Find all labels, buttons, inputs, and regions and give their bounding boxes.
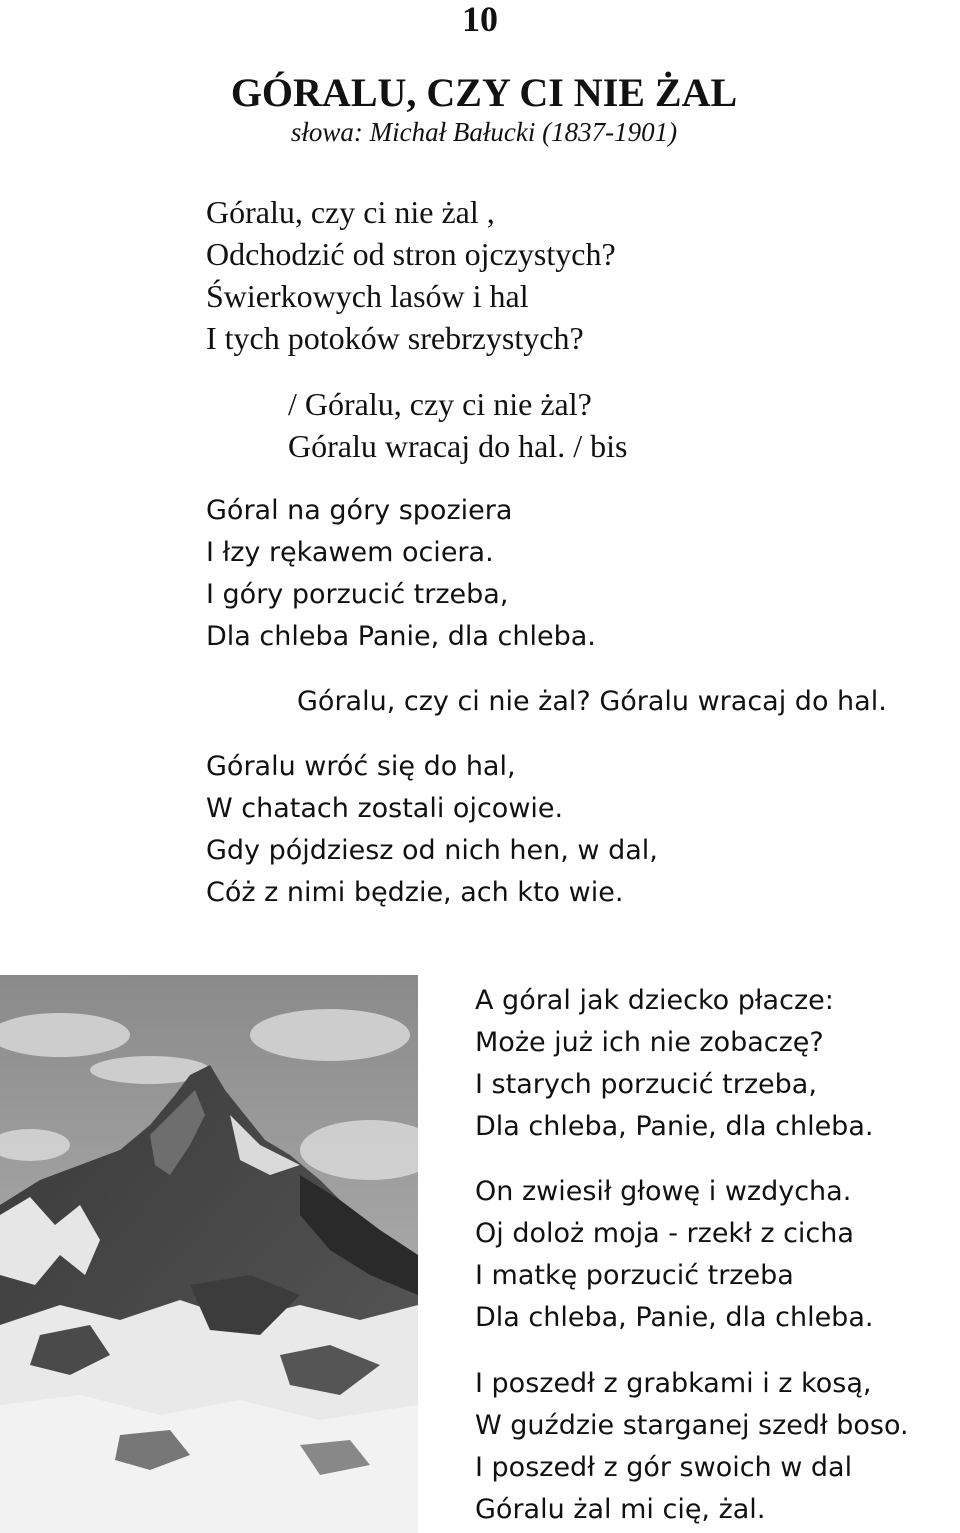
verse-line: I góry porzucić trzeba, (206, 579, 509, 610)
verse-line: I poszedł z grabkami i z kosą, (475, 1368, 872, 1399)
verse-line: W guździe starganej szedł boso. (475, 1410, 909, 1441)
stanza-6 (475, 1363, 909, 1531)
verse-line: Dla chleba, Panie, dla chleba. (475, 1302, 874, 1333)
refrain-2 (297, 681, 887, 723)
verse-line: Góralu, czy ci nie żal , (206, 194, 495, 230)
song-author: słowa: Michał Bałucki (1837-1901) (290, 117, 678, 147)
verse-line: I tych potoków srebrzystych? (206, 320, 584, 356)
verse-line: I starych porzucić trzeba, (475, 1069, 817, 1100)
verse-line: Góral na góry spoziera (206, 495, 513, 526)
verse-line: Cóż z nimi będzie, ach kto wie. (206, 877, 624, 908)
verse-line: Świerkowych lasów i hal (206, 278, 529, 314)
verse-line: Dla chleba Panie, dla chleba. (206, 621, 596, 652)
verse-line: Gdy pójdziesz od nich hen, w dal, (206, 835, 658, 866)
verse-line: / Góralu, czy ci nie żal? (288, 386, 592, 422)
verse-line: On zwiesił głowę i wzdycha. (475, 1176, 852, 1207)
verse-line: Góralu, czy ci nie żal? Góralu wracaj do hal. (297, 686, 887, 717)
mountain-photo (0, 975, 418, 1533)
verse-line: W chatach zostali ojcowie. (206, 793, 564, 824)
stanza-4 (475, 980, 873, 1148)
stanza-1 (206, 191, 616, 359)
verse-line: Odchodzić od stron ojczystych? (206, 236, 616, 272)
verse-line: A góral jak dziecko płacze: (475, 985, 834, 1016)
verse-line: Oj doloż moja - rzekł z cicha (475, 1218, 854, 1249)
song-title: GÓRALU, CZY CI NIE ŻAL (230, 70, 738, 115)
verse-line: Może już ich nie zobaczę? (475, 1027, 824, 1058)
verse-line: I łzy rękawem ociera. (206, 537, 494, 568)
stanza-3 (206, 746, 658, 914)
refrain-1 (288, 383, 627, 467)
stanza-2 (206, 490, 596, 658)
verse-line: Góralu żal mi cię, żal. (475, 1494, 766, 1525)
verse-line: Dla chleba, Panie, dla chleba. (475, 1111, 874, 1142)
verse-line: Góralu wracaj do hal. / bis (288, 428, 628, 464)
verse-line: I matkę porzucić trzeba (475, 1260, 794, 1291)
stanza-5 (475, 1171, 873, 1339)
verse-line: Góralu wróć się do hal, (206, 751, 516, 782)
verse-line: I poszedł z gór swoich w dal (475, 1452, 853, 1483)
page-number: 10 (462, 0, 498, 39)
